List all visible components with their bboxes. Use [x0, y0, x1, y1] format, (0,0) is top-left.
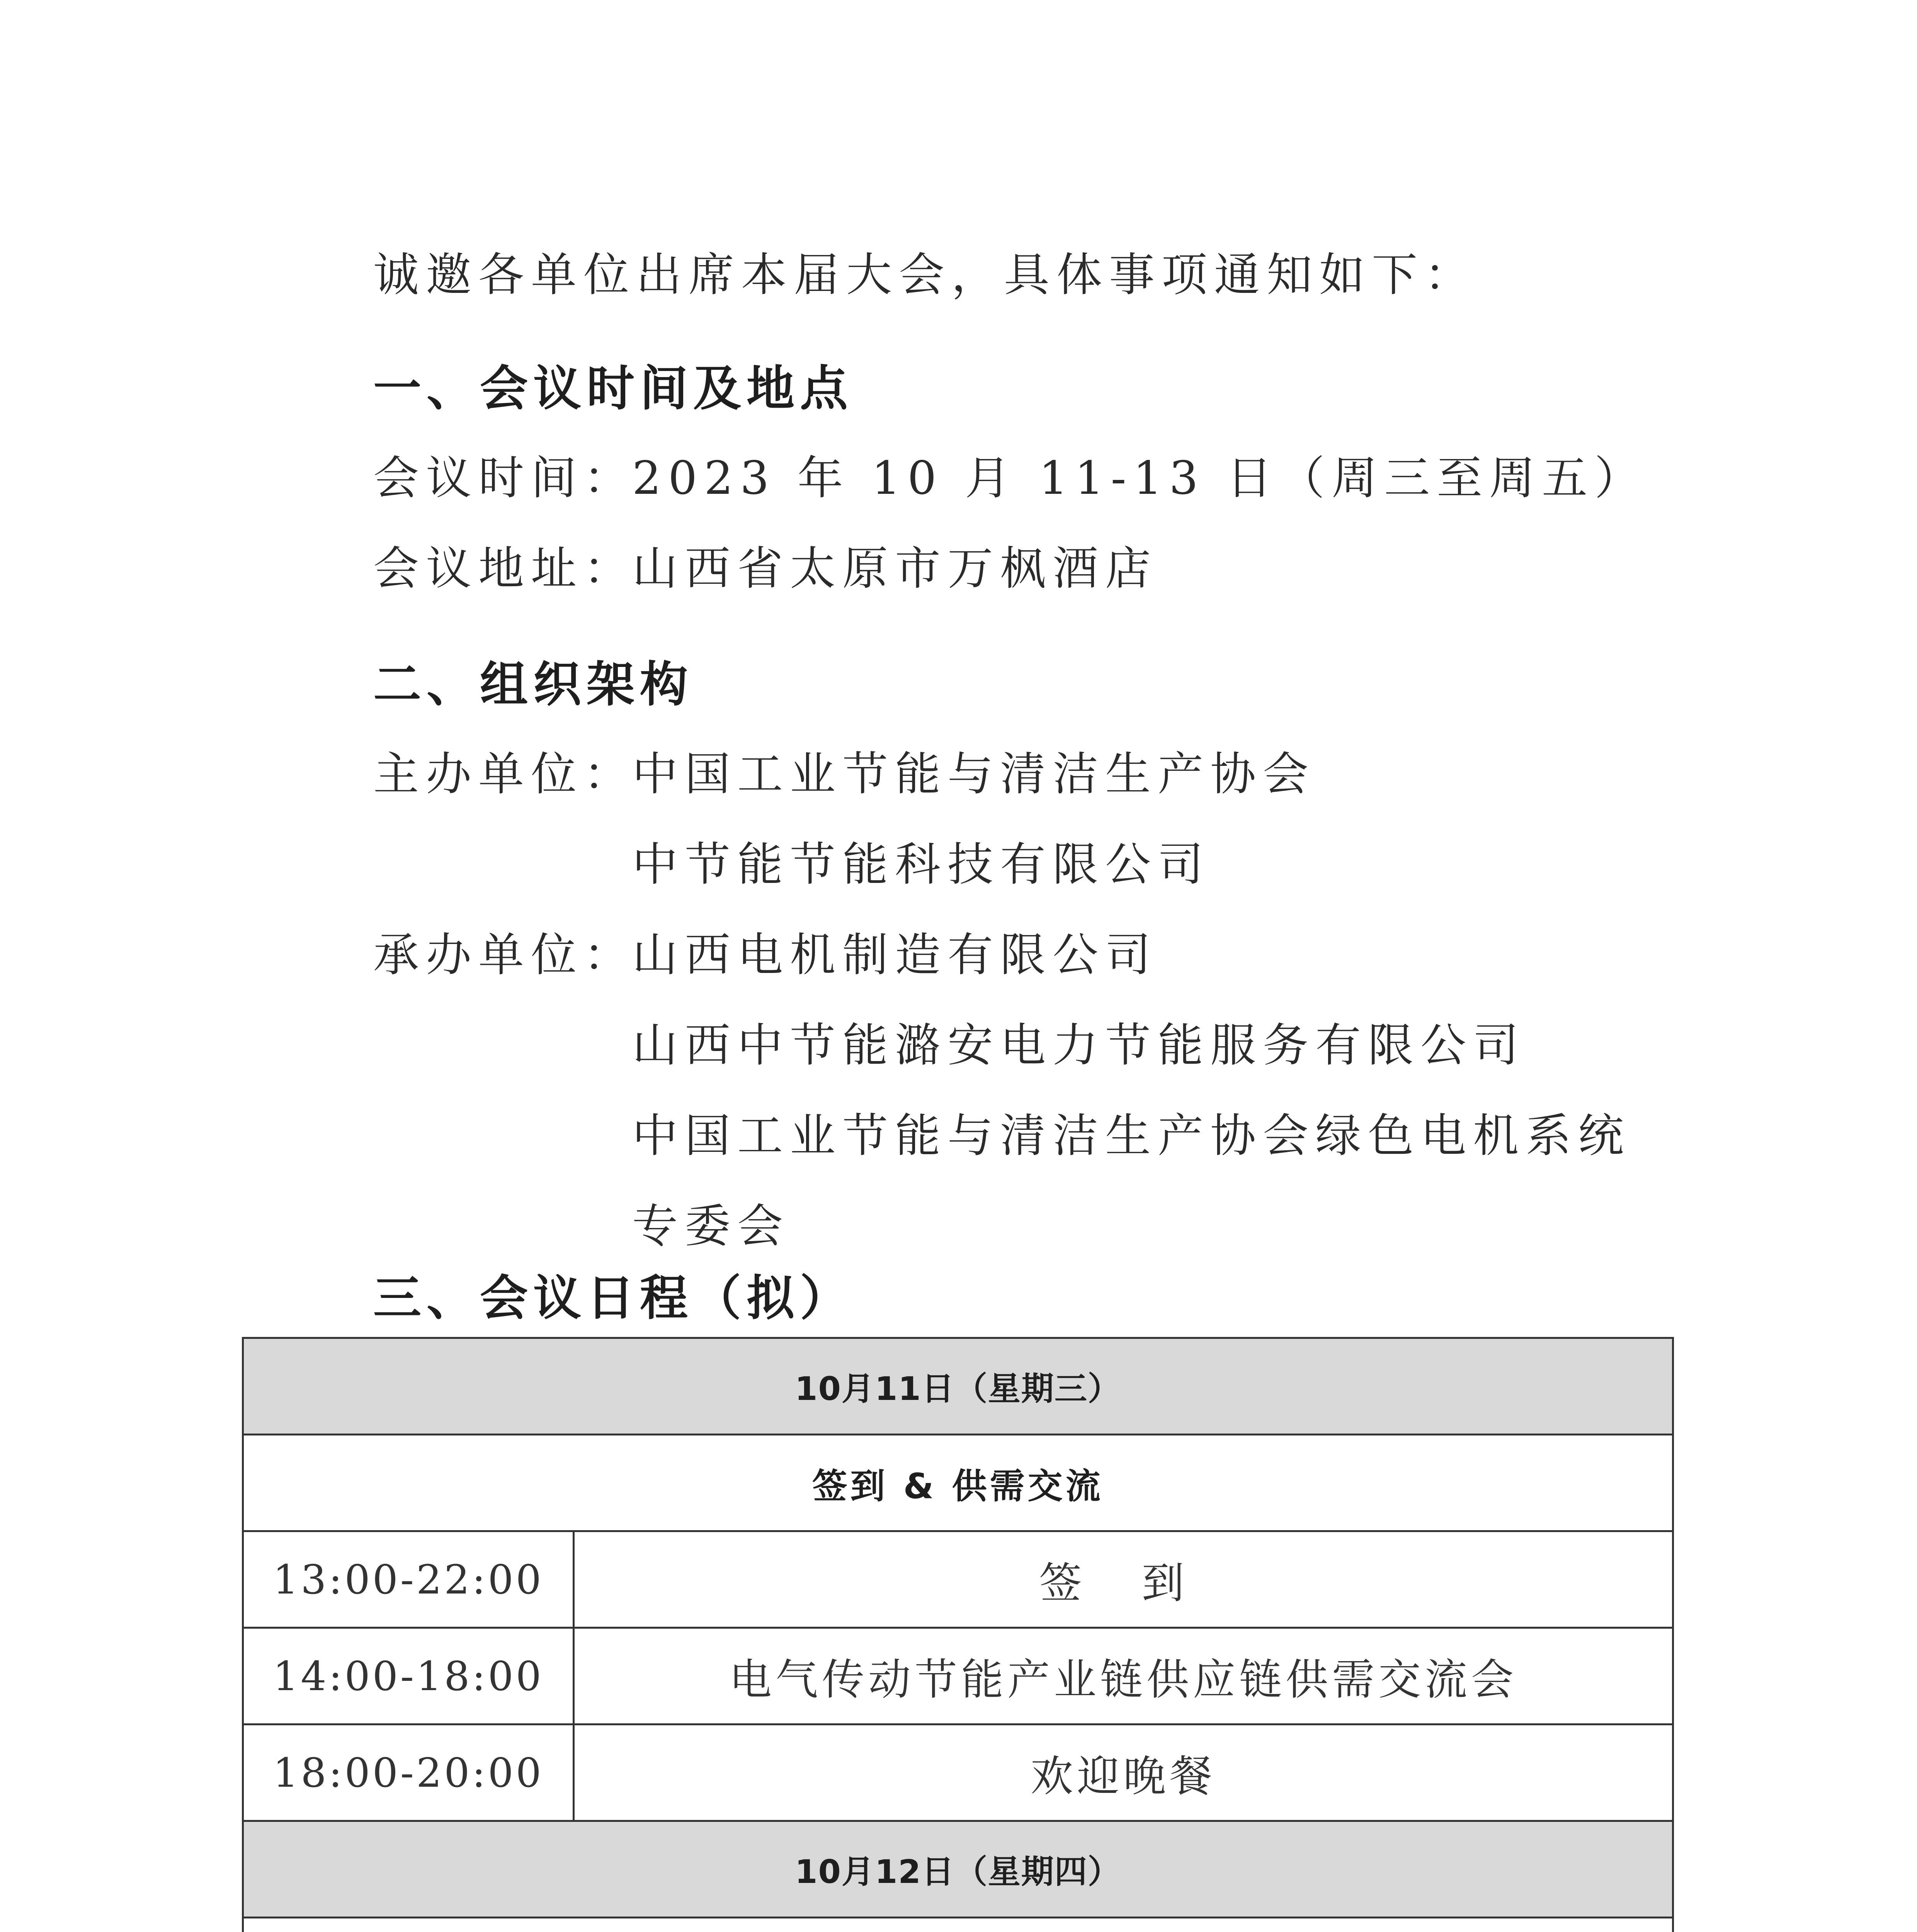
table-row [244, 1629, 1672, 1725]
day2-date: 10月12日（星期四） [244, 1822, 1672, 1917]
day2-header-row [244, 1822, 1672, 1918]
organizer-unit: 山西中节能潞安电力节能服务有限公司 [632, 1019, 1526, 1072]
organizer-unit: 山西电机制造有限公司 [632, 928, 1158, 981]
day2-theme [244, 1918, 1672, 1932]
session-desc: 欢迎晚餐 [1031, 1751, 1216, 1801]
host-unit: 中国工业节能与清洁生产协会 [632, 747, 1316, 801]
session-time: 18:00-20:00 [244, 1725, 575, 1820]
day2-theme-row [244, 1918, 1672, 1932]
section1-heading: 一、会议时间及地点 [373, 361, 854, 417]
session-time: 14:00-18:00 [244, 1629, 575, 1723]
meeting-place-label: 会议地址： [373, 542, 636, 595]
meeting-place-value: 山西省太原市万枫酒店 [632, 542, 1158, 595]
organizer-label: 承办单位： [373, 928, 636, 981]
table-row [244, 1532, 1672, 1629]
session-desc: 电气传动节能产业链供应链供需交流会 [729, 1655, 1517, 1704]
host-label: 主办单位： [373, 747, 636, 801]
session-desc: 签 到 [1039, 1558, 1208, 1608]
day1-date: 10月11日（星期三） [244, 1339, 1672, 1434]
meeting-time-label: 会议时间： [373, 451, 636, 505]
host-unit: 中节能节能科技有限公司 [632, 838, 1211, 891]
section3-heading: 三、会议日程（拟） [373, 1270, 854, 1326]
organizer-unit: 中国工业节能与清洁生产协会绿色电机系统 [632, 1109, 1631, 1162]
day1-theme-row [244, 1435, 1672, 1532]
session-time: 13:00-22:00 [244, 1532, 575, 1627]
day1-header-row [244, 1339, 1672, 1435]
intro-text: 诚邀各单位出席本届大会，具体事项通知如下： [373, 248, 1477, 301]
organizer-unit: 专委会 [632, 1199, 790, 1253]
day1-theme: 签到 & 供需交流 [812, 1466, 1104, 1507]
meeting-time-value: 2023 年 10 月 11-13 日（周三至周五） [632, 451, 1647, 505]
schedule-table [242, 1337, 1674, 1932]
table-row [244, 1725, 1672, 1822]
section2-heading: 二、组织架构 [373, 657, 694, 713]
